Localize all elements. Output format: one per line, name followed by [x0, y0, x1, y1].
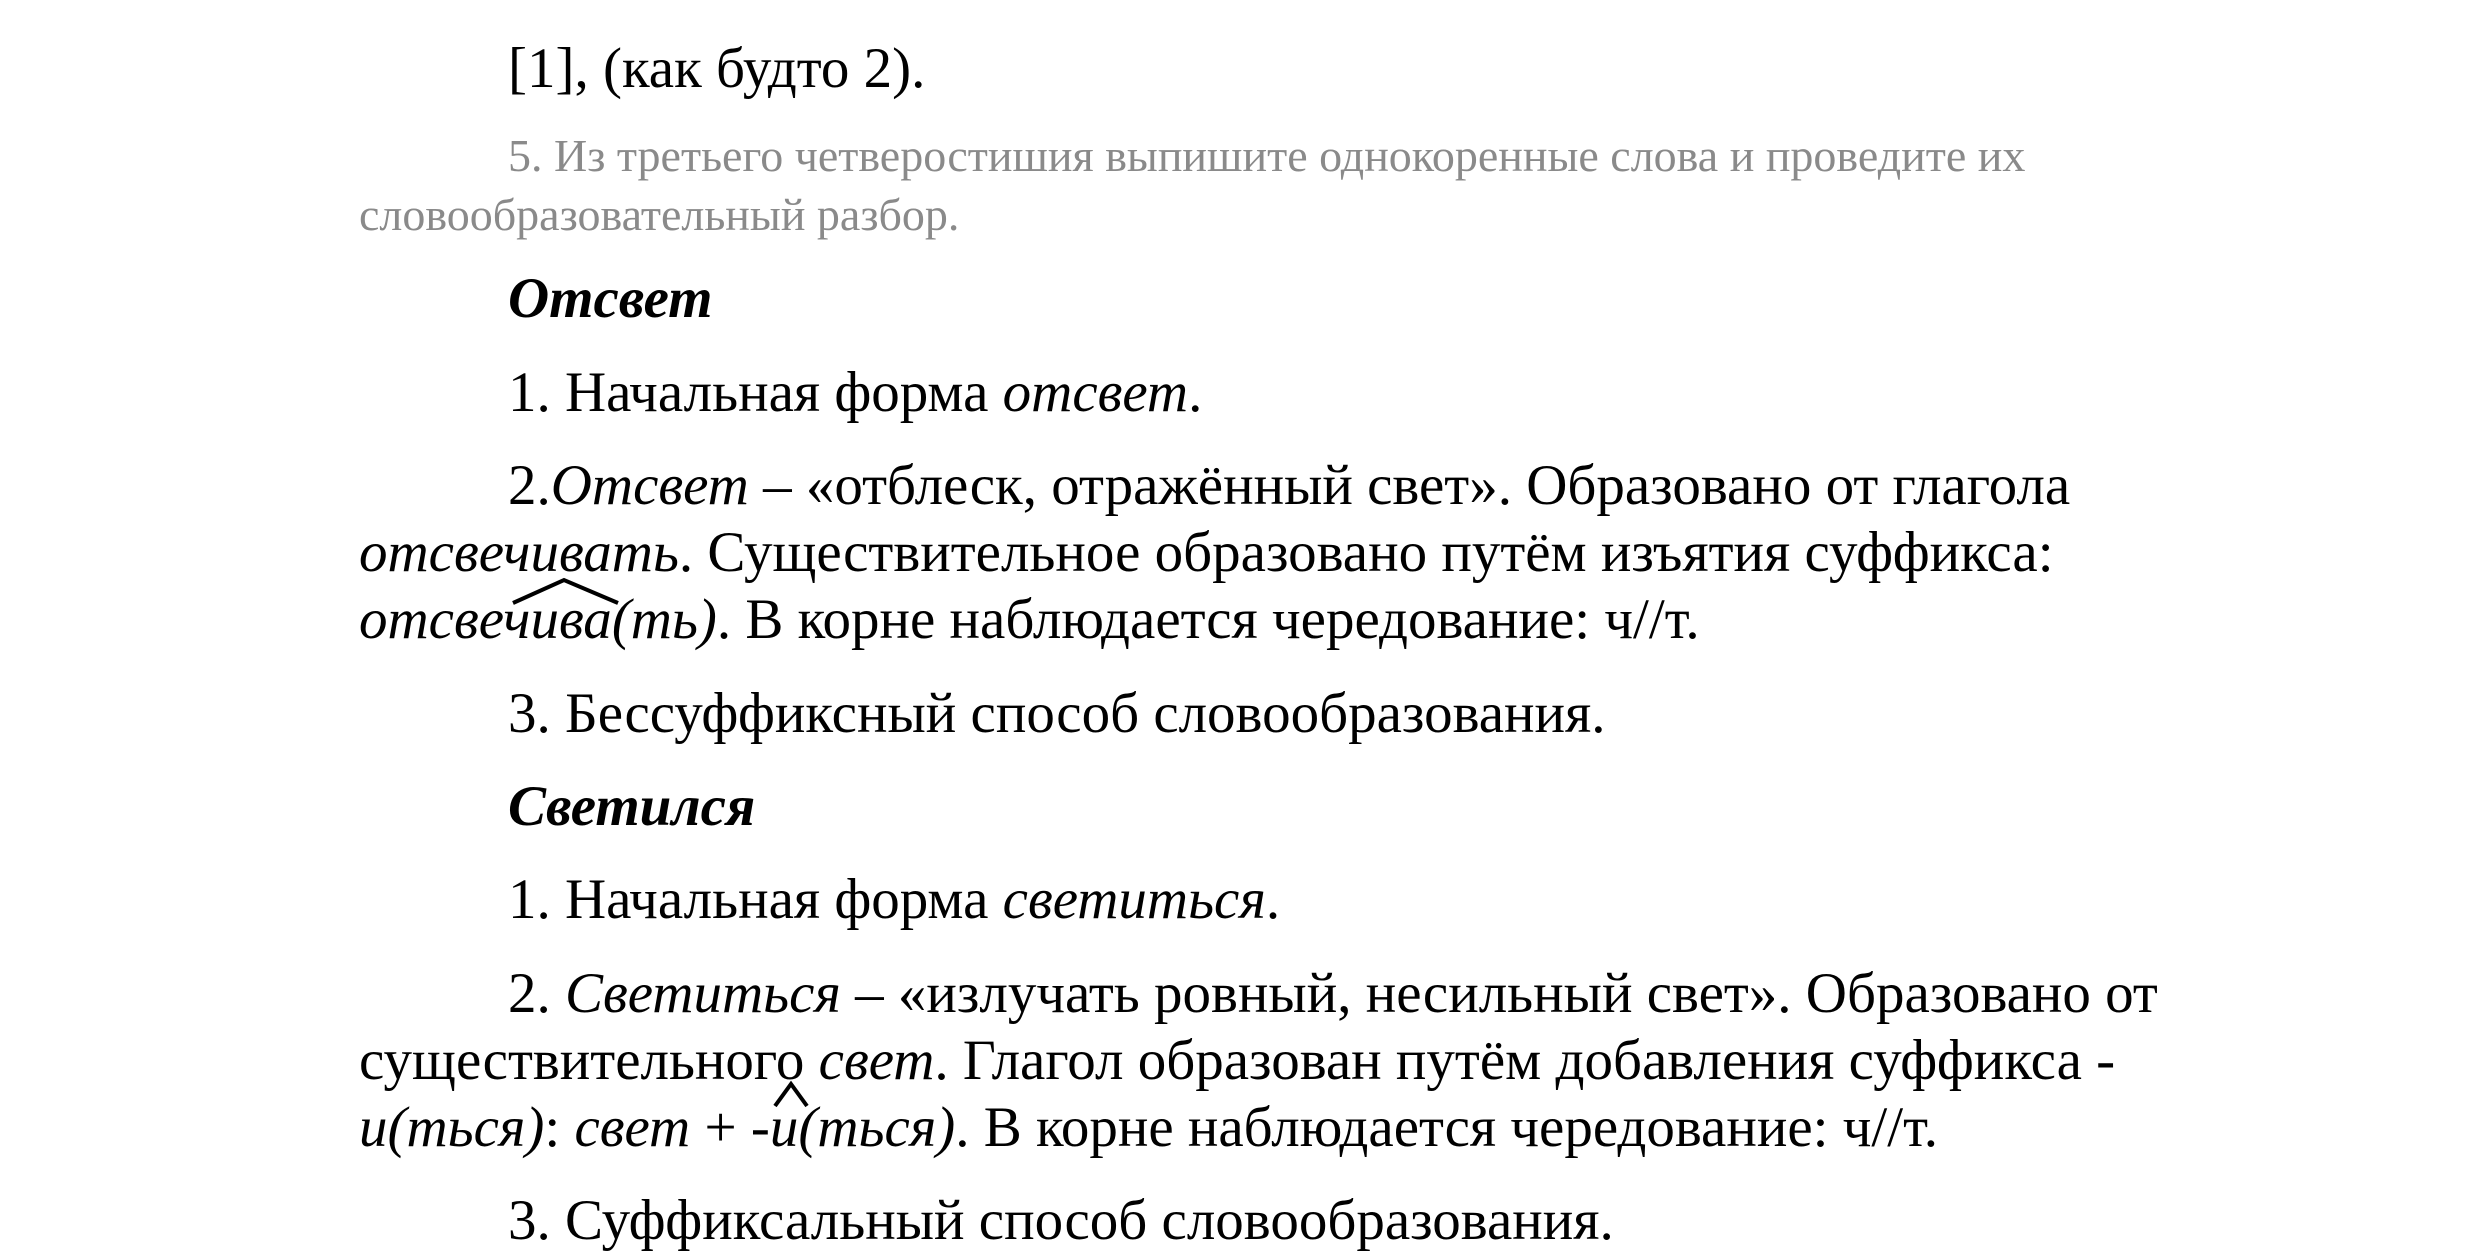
task-line-1 [508, 130, 2026, 181]
step-text: 3. Бессуффиксный способ словообразования. [508, 682, 1606, 745]
step-number: 2. [508, 962, 565, 1025]
step-text: . Существительное образовано путём изъятия суффикса: [678, 521, 2054, 584]
suffix-with-arc: ива [530, 588, 612, 651]
suffix-caret-icon [771, 1080, 811, 1108]
word-ending: (ть) [611, 588, 717, 651]
suffix-arc-icon [510, 576, 622, 606]
source-verb: отсвечивать [359, 521, 679, 584]
formula-suffix: и(ться) [769, 1096, 956, 1159]
section-heading-text: Отсвет [508, 267, 713, 330]
word-stem: отсвеч [359, 588, 531, 651]
section-heading-text: Светился [508, 775, 756, 838]
otsvet-step-3 [508, 682, 1606, 745]
otsvet-step-2-line-2 [359, 521, 2054, 584]
step-text: – «отблеск, отражённый свет». Образовано от глагола [748, 454, 2071, 517]
section-heading-otsvet [508, 267, 713, 330]
step-text: . Глагол образован путём добавления суффикса - [934, 1029, 2116, 1092]
analyzed-word: Светиться [565, 962, 841, 1025]
step-text: – «излучать ровный, несильный свет». Образовано от [840, 962, 2158, 1025]
step-number: 2. [508, 454, 551, 517]
otsvet-step-2-line-1 [508, 454, 2071, 517]
svetilsya-step-2-line-3 [359, 1096, 1938, 1159]
suffix-label: и(ться) [359, 1096, 545, 1159]
svetilsya-step-2-line-1 [508, 962, 2158, 1025]
section-heading-svetilsya [508, 775, 756, 838]
step-text: 3. Суффиксальный способ словообразования. [508, 1189, 1614, 1252]
step-text: . В корне наблюдается чередование: ч//т. [955, 1096, 1938, 1159]
punctuation: : [544, 1096, 575, 1159]
previous-answer-line [508, 37, 926, 100]
otsvet-step-1 [508, 361, 1203, 424]
svetilsya-step-1 [508, 868, 1281, 931]
punctuation: . [1188, 361, 1203, 424]
analyzed-word: Отсвет [550, 454, 749, 517]
formula-plus: + - [690, 1096, 770, 1159]
step-text: . В корне наблюдается чередование: ч//т. [716, 588, 1700, 651]
task-text-2: словообразовательный разбор. [359, 189, 960, 240]
initial-form-word: светиться [1002, 868, 1266, 931]
punctuation: . [1265, 868, 1281, 931]
source-noun: свет [818, 1029, 935, 1092]
svetilsya-step-3 [508, 1189, 1614, 1252]
step-text: существительного [359, 1029, 819, 1092]
svetilsya-step-2-line-2 [359, 1029, 2116, 1092]
task-line-2 [359, 189, 960, 240]
task-text-1: 5. Из третьего четверостишия выпишите однокоренные слова и проведите их [508, 130, 2026, 181]
initial-form-word: отсвет [1002, 361, 1189, 424]
previous-answer-text: [1], (как будто 2). [508, 37, 926, 100]
step-text: 1. Начальная форма [508, 868, 1003, 931]
formula-base: свет [574, 1096, 691, 1159]
step-text: 1. Начальная форма [508, 361, 1003, 424]
